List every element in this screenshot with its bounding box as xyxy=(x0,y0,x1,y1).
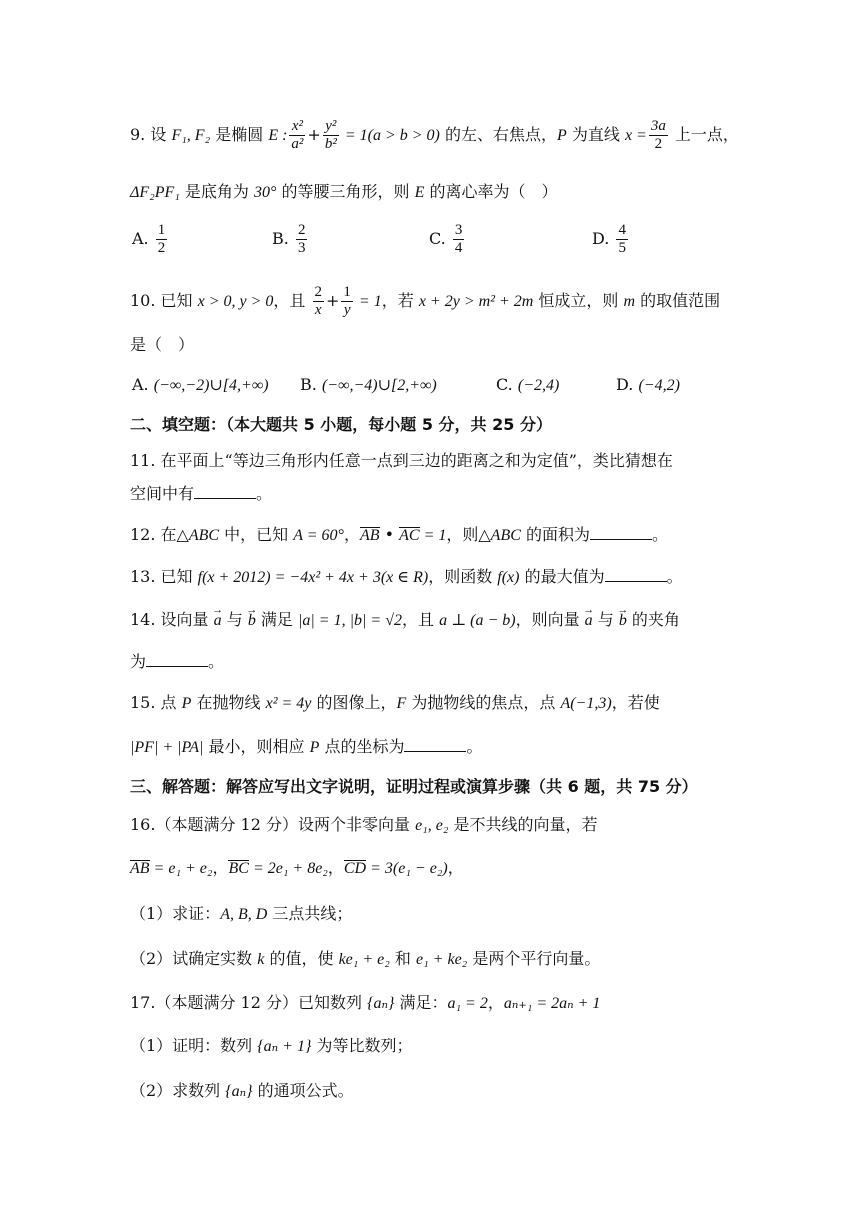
q12-text: 的面积为 xyxy=(520,525,590,544)
q16-part-2 xyxy=(130,948,730,971)
q12-text: 中，已知 xyxy=(219,525,294,544)
q14-text: ，则向量 xyxy=(515,610,585,629)
q16-text: 是两个平行向量。 xyxy=(467,949,601,968)
q9-option-a xyxy=(132,222,169,257)
q10-frac-2 xyxy=(341,284,353,319)
q12-text: 。 xyxy=(651,525,668,544)
q10-number: 10. 已知 xyxy=(130,291,198,310)
q17-a1: a₁ = 2 xyxy=(447,995,488,1012)
q13-text: ，则函数 xyxy=(428,567,498,586)
q14-vector-b: → b xyxy=(248,610,256,632)
section-3-heading: 三、解答题：解答应写出文字说明，证明过程或演算步骤（共 6 题，共 75 分） xyxy=(130,777,698,796)
q14-perp: a ⊥ (a − b) xyxy=(439,612,516,629)
q10-option-a xyxy=(132,374,269,397)
option-num: 1 xyxy=(157,222,166,238)
q14-text: 与 xyxy=(592,610,619,629)
q16-text: （2）试确定实数 xyxy=(130,949,258,968)
q15-line-1 xyxy=(130,692,730,715)
option-label: A. xyxy=(132,375,149,394)
q17-sequence: {aₙ} xyxy=(367,995,395,1012)
q10-option-b xyxy=(300,374,437,397)
frac-den: x xyxy=(314,302,322,318)
option-frac xyxy=(296,222,308,257)
q15-distance-sum: |PF| + |PA| xyxy=(130,739,204,756)
q17-part-2 xyxy=(130,1080,730,1103)
option-den: 4 xyxy=(454,240,463,256)
answer-blank[interactable] xyxy=(404,737,466,752)
option-num: 4 xyxy=(618,222,626,238)
section-2-heading: 二、填空题：（本大题共 5 小题，每小题 5 分，共 25 分） xyxy=(130,415,552,434)
option-value: (−4,2) xyxy=(638,377,680,394)
q10-option-c xyxy=(496,374,559,397)
q15-text: 的图像上， xyxy=(311,693,397,712)
q16-k: k xyxy=(257,951,265,968)
q12-angle: A = 60° xyxy=(293,527,344,544)
q11-line-1: 11. 在平面上“等边三角形内任意一点到三边的距离之和为定值”，类比猜想在 xyxy=(130,451,673,470)
option-label: B. xyxy=(272,229,289,248)
q16-bc-eq: = 2e₁ + 8e₂ xyxy=(248,860,328,877)
q9-point: P xyxy=(556,127,567,144)
q12-line xyxy=(130,524,730,547)
q16-line-2 xyxy=(130,857,730,880)
option-frac xyxy=(156,222,168,257)
q12-triangle: ABC xyxy=(490,527,521,544)
q9-frac-y-den: b² xyxy=(324,136,337,152)
answer-blank[interactable] xyxy=(590,525,652,540)
q9-ellipse-ref: E xyxy=(414,184,425,201)
q13-function: f(x + 2012) = −4x² + 4x + 3(x ∈ R) xyxy=(197,569,429,586)
q10-inequality: x + 2y > m² + 2m xyxy=(418,293,534,310)
q16-line-1 xyxy=(130,814,730,837)
q11-text: 空间中有 xyxy=(130,484,195,503)
q9-option-b xyxy=(272,222,309,257)
q9-line-eq: x = xyxy=(624,127,647,144)
q9-frac-y-num: y² xyxy=(323,118,339,136)
option-den: 2 xyxy=(157,240,166,256)
q9-angle: 30° xyxy=(254,184,277,201)
q10-variable: m xyxy=(623,293,636,310)
q16-part-1 xyxy=(130,903,730,926)
q17-sequence-2: {aₙ + 1} xyxy=(257,1038,312,1055)
answer-blank[interactable] xyxy=(146,652,208,667)
option-label: D. xyxy=(592,229,610,248)
option-num: 3 xyxy=(454,222,463,238)
q10-eq: = 1 xyxy=(354,293,382,310)
q11-line-2 xyxy=(130,483,730,505)
q9-number: 9. 设 xyxy=(130,125,172,144)
q9-frac-num: 3a xyxy=(650,118,666,134)
q17-text: 为等比数列； xyxy=(311,1036,413,1055)
q16-sep: ， xyxy=(327,858,344,877)
q15-text: 最小，则相应 xyxy=(203,737,310,756)
q12-dot: • xyxy=(379,525,400,544)
q16-points: A, B, D xyxy=(220,906,268,923)
q14-vector-a: → a xyxy=(214,610,222,632)
q15-text: ，若使 xyxy=(611,693,660,712)
q12-vector-ac: AC xyxy=(399,527,420,544)
q13-text: 的最大值为 xyxy=(519,567,605,586)
q9-text: 为直线 xyxy=(566,125,625,144)
q10-text: 是（ ） xyxy=(130,335,195,354)
q10-text: 恒成立，则 xyxy=(533,291,624,310)
q17-sequence-3: {aₙ} xyxy=(225,1083,253,1100)
frac-num: 1 xyxy=(343,284,351,300)
q9-frac-x-num: x² xyxy=(289,118,305,136)
q10-line-1: 10. 已知 x > 0, y > 0，且 $\frac{2}{x}$ + $\frac{1}{y}$ = 1，若 x + 2y > m² + 2m 恒成立，则 m 的取值范围 xyxy=(130,284,721,318)
q17-line-1 xyxy=(130,992,730,1015)
q17-part-1 xyxy=(130,1035,730,1058)
frac-den: y xyxy=(343,302,351,318)
option-label: C. xyxy=(429,229,446,248)
q16-vector-1: ke₁ + e₂ xyxy=(338,951,390,968)
q16-cd-eq: = 3(e₁ − e₂) xyxy=(366,860,448,877)
q9-triangle: ΔF₂PF₁ xyxy=(130,184,180,201)
q17-recurrence: aₙ₊₁ = 2aₙ + 1 xyxy=(503,995,601,1012)
option-num: 2 xyxy=(297,222,306,238)
q16-vector-cd: CD xyxy=(343,860,367,877)
q15-point-a: A(−1,3) xyxy=(560,695,612,712)
q9-option-d xyxy=(592,222,630,257)
answer-blank[interactable] xyxy=(605,567,667,582)
q17-text: 的通项公式。 xyxy=(252,1081,354,1100)
q9-frac-y xyxy=(323,118,339,153)
q15-point: P xyxy=(309,739,320,756)
option-value: (−∞,−4)∪[2,+∞) xyxy=(321,377,437,394)
option-label: C. xyxy=(496,375,513,394)
q15-point: P xyxy=(181,695,192,712)
q10-line-2 xyxy=(130,334,730,356)
q9-frac-x xyxy=(289,118,305,153)
q17-text: 满足： xyxy=(394,993,448,1012)
q16-ab-eq: = e₁ + e₂ xyxy=(149,860,213,877)
q9-option-c xyxy=(429,222,466,257)
option-label: D. xyxy=(616,375,634,394)
q13-number: 13. 已知 xyxy=(130,567,198,586)
q14-text: ，且 xyxy=(401,610,440,629)
q10-frac-1 xyxy=(313,284,325,319)
q9-frac-x-den: a² xyxy=(291,136,304,152)
q9-line-1: 9. 设 F₁, F₂ 是椭圆 E : $\frac{\text{x²}}{\text{a²}}$ + $\frac{\text{y²}}{\text{b²}}$ = 1(a > b > 0) 的左、右焦点，P 为直线 x = $\frac{3a}{2}$ 上一点， xyxy=(130,118,739,152)
q15-line-2 xyxy=(130,736,730,759)
q15-number: 15. 点 xyxy=(130,693,182,712)
answer-blank[interactable] xyxy=(194,484,256,499)
q10-text: ，若 xyxy=(381,291,419,310)
q9-text: 的离心率为（ ） xyxy=(424,182,558,201)
q10-option-d xyxy=(616,374,680,397)
q16-vector-bc: BC xyxy=(228,860,249,877)
q16-text: 三点共线； xyxy=(267,904,353,923)
q13-fx: f(x) xyxy=(497,569,520,586)
option-label: B. xyxy=(300,375,317,394)
q14-text: 满足 xyxy=(255,610,298,629)
q14-text: 。 xyxy=(208,652,225,671)
q16-text: 和 xyxy=(389,949,416,968)
option-frac xyxy=(616,222,628,257)
q14-text: 的夹角 xyxy=(626,610,680,629)
q17-number: 17.（本题满分 12 分）已知数列 xyxy=(130,993,368,1012)
q13-line xyxy=(130,566,730,589)
q16-vectors: e₁, e₂ xyxy=(415,817,449,834)
option-value: (−2,4) xyxy=(517,377,560,394)
q9-text: 是底角为 xyxy=(179,182,255,201)
q9-foci: F₁, F₂ xyxy=(171,127,211,144)
q15-text: 点的坐标为 xyxy=(319,737,405,756)
q16-sep: ， xyxy=(447,858,464,877)
q11-text: 。 xyxy=(256,484,273,503)
q9-frac-3a2 xyxy=(649,118,668,153)
q15-text: 在抛物线 xyxy=(191,693,266,712)
q14-line-1 xyxy=(130,609,730,632)
q16-vector-ab: AB xyxy=(130,860,150,877)
q9-ellipse-cond: = 1(a > b > 0) xyxy=(340,127,440,144)
q9-frac-den: 2 xyxy=(654,136,663,152)
q14-vector-a: → a xyxy=(585,610,593,632)
q16-sep: ， xyxy=(212,858,229,877)
q15-parabola: x² = 4y xyxy=(265,695,312,712)
q14-number: 14. 设向量 xyxy=(130,610,214,629)
q13-text: 。 xyxy=(666,567,683,586)
q10-text: ，且 xyxy=(273,291,311,310)
q12-triangle: ABC xyxy=(188,527,220,544)
q10-text: 的取值范围 xyxy=(635,291,721,310)
q16-text: （1）求证： xyxy=(130,904,221,923)
q14-text: 与 xyxy=(221,610,248,629)
frac-num: 2 xyxy=(314,284,323,300)
option-value: (−∞,−2)∪[4,+∞) xyxy=(153,377,269,394)
q17-sep: ， xyxy=(487,993,504,1012)
q12-vector-ab: AB xyxy=(359,527,380,544)
q17-text: （2）求数列 xyxy=(130,1081,226,1100)
q9-ellipse-label: E : xyxy=(268,127,288,144)
q15-text: 为抛物线的焦点，点 xyxy=(406,693,561,712)
q14-vector-b: → b xyxy=(619,610,627,632)
q16-number: 16.（本题满分 12 分）设两个非零向量 xyxy=(130,815,416,834)
q15-focus: F xyxy=(396,695,407,712)
q16-text: 的值，使 xyxy=(264,949,339,968)
q15-text: 。 xyxy=(466,737,483,756)
q16-text: 是不共线的向量，若 xyxy=(448,815,598,834)
q10-condition: x > 0, y > 0 xyxy=(197,293,274,310)
q9-text: 是椭圆 xyxy=(210,125,269,144)
q12-text: ，则△ xyxy=(446,525,491,544)
option-den: 3 xyxy=(297,240,306,256)
q14-text: 为 xyxy=(130,652,147,671)
q9-text: 的左、右焦点， xyxy=(439,125,557,144)
option-label: A. xyxy=(132,229,149,248)
option-frac xyxy=(453,222,465,257)
q12-number: 12. 在△ xyxy=(130,525,189,544)
q14-line-2 xyxy=(130,651,730,673)
option-den: 5 xyxy=(618,240,626,256)
q14-norms: |a| = 1, |b| = √2 xyxy=(298,612,402,629)
q9-text: 的等腰三角形，则 xyxy=(276,182,415,201)
q9-line-2 xyxy=(130,181,730,204)
q12-eq: = 1 xyxy=(419,527,447,544)
q16-vector-2: e₁ + ke₂ xyxy=(416,951,468,968)
q17-text: （1）证明：数列 xyxy=(130,1036,258,1055)
q12-text: ， xyxy=(343,525,360,544)
q9-text: 上一点， xyxy=(669,125,739,144)
